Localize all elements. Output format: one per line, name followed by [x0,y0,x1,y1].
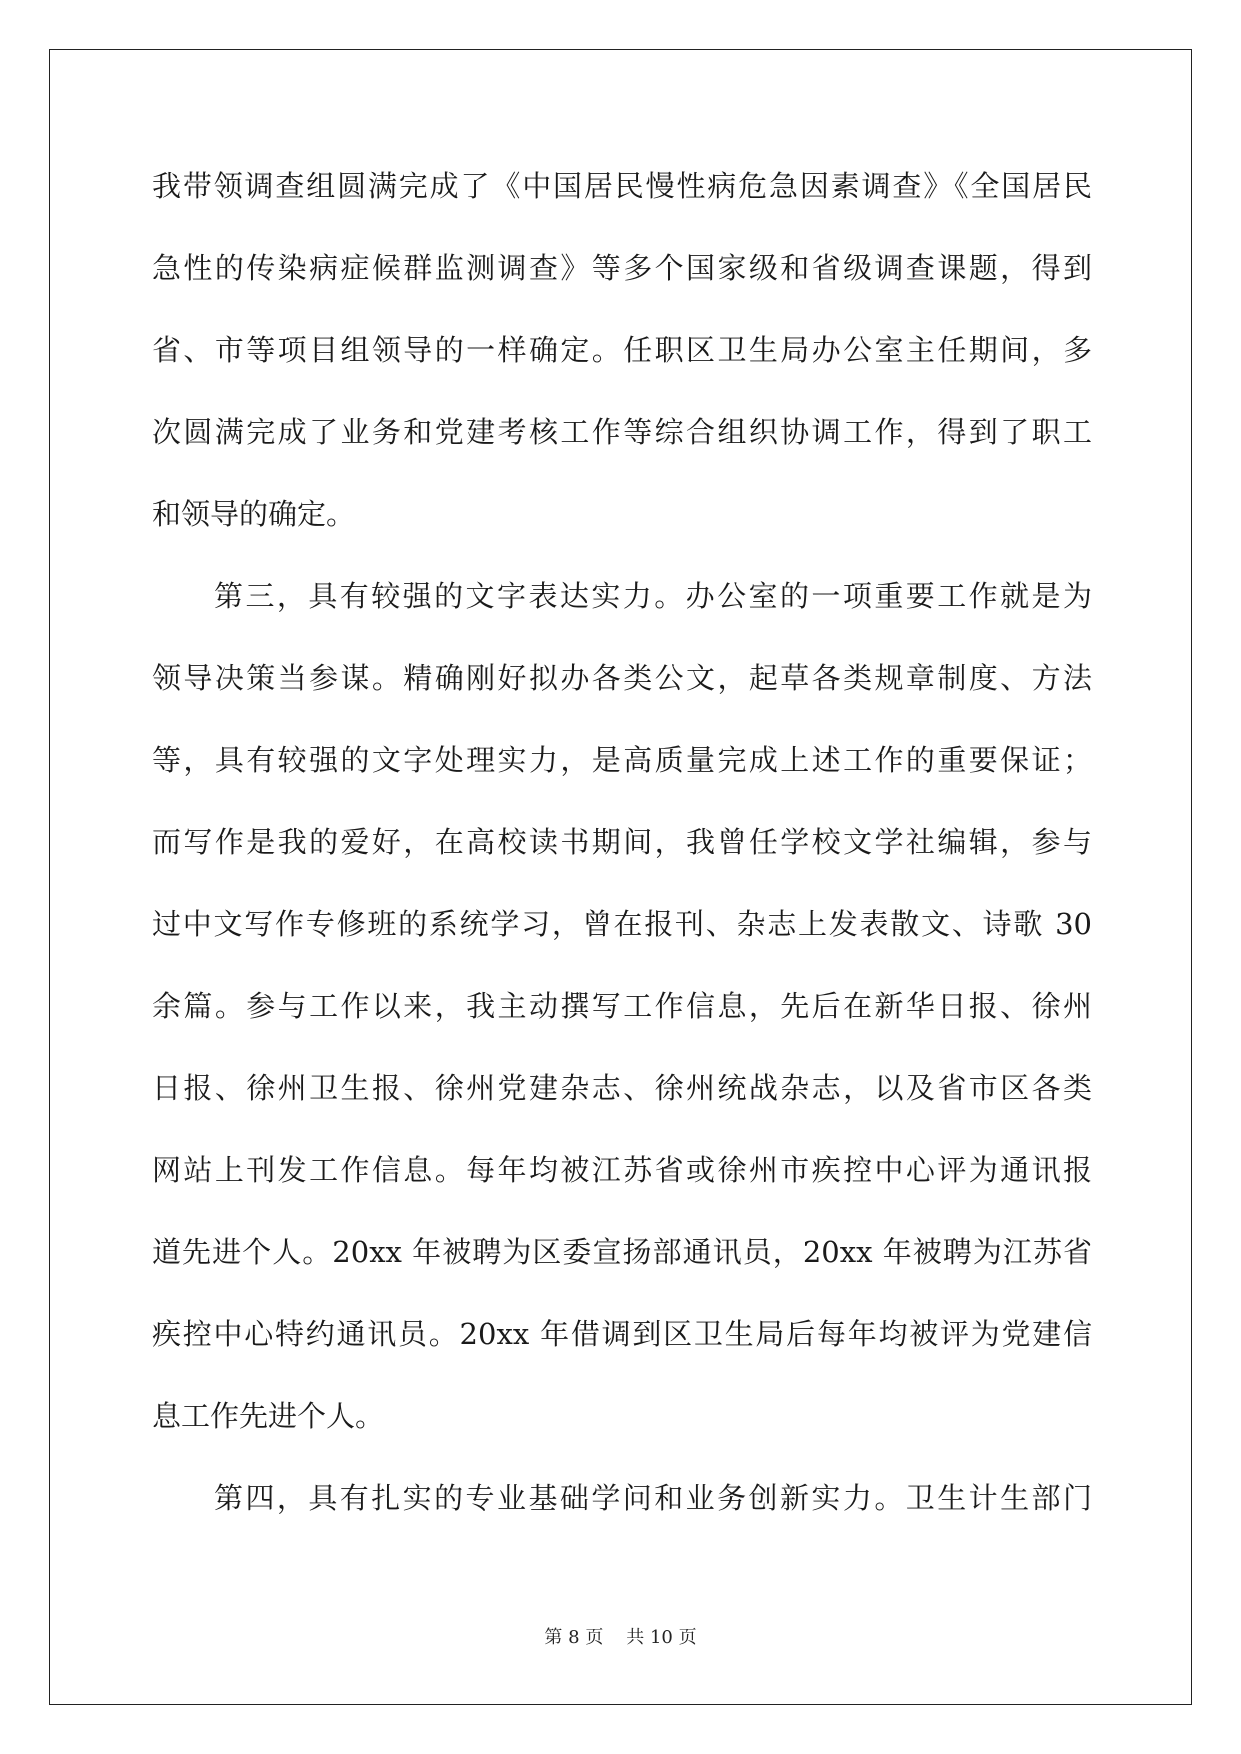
text-line: 过中文写作专修班的系统学习，曾在报刊、杂志上发表散文、诗歌 30 [152,907,1092,941]
document-body [152,162,1092,1556]
text-line: 省、市等项目组领导的一样确定。任职区卫生局办公室主任期间，多 [152,333,1092,367]
text-line: 余篇。参与工作以来，我主动撰写工作信息，先后在新华日报、徐州 [152,989,1092,1023]
page-footer [0,1623,1241,1649]
text-line: 道先进个人。20xx 年被聘为区委宣扬部通讯员，20xx 年被聘为江苏省 [152,1235,1092,1269]
text-line: 等，具有较强的文字处理实力，是高质量完成上述工作的重要保证； [152,743,1092,777]
text-line: 和领导的确定。 [152,497,356,531]
text-line: 急性的传染病症候群监测调查》等多个国家级和省级调查课题，得到 [152,251,1092,285]
text-line: 第三，具有较强的文字表达实力。办公室的一项重要工作就是为 [214,579,1092,613]
text-line: 网站上刊发工作信息。每年均被江苏省或徐州市疾控中心评为通讯报 [152,1153,1092,1187]
text-line: 次圆满完成了业务和党建考核工作等综合组织协调工作，得到了职工 [152,415,1092,449]
text-line: 领导决策当参谋。精确刚好拟办各类公文，起草各类规章制度、方法 [152,661,1092,695]
page-total: 共 10 页 [626,1627,697,1648]
text-line: 第四，具有扎实的专业基础学问和业务创新实力。卫生计生部门 [214,1481,1092,1515]
text-line: 息工作先进个人。 [152,1399,385,1433]
page-number: 第 8 页 [544,1627,604,1648]
text-line: 疾控中心特约通讯员。20xx 年借调到区卫生局后每年均被评为党建信 [152,1317,1092,1351]
text-line: 我带领调查组圆满完成了《中国居民慢性病危急因素调查》《全国居民 [152,169,1092,203]
text-line: 日报、徐州卫生报、徐州党建杂志、徐州统战杂志，以及省市区各类 [152,1071,1092,1105]
text-line: 而写作是我的爱好，在高校读书期间，我曾任学校文学社编辑，参与 [152,825,1092,859]
